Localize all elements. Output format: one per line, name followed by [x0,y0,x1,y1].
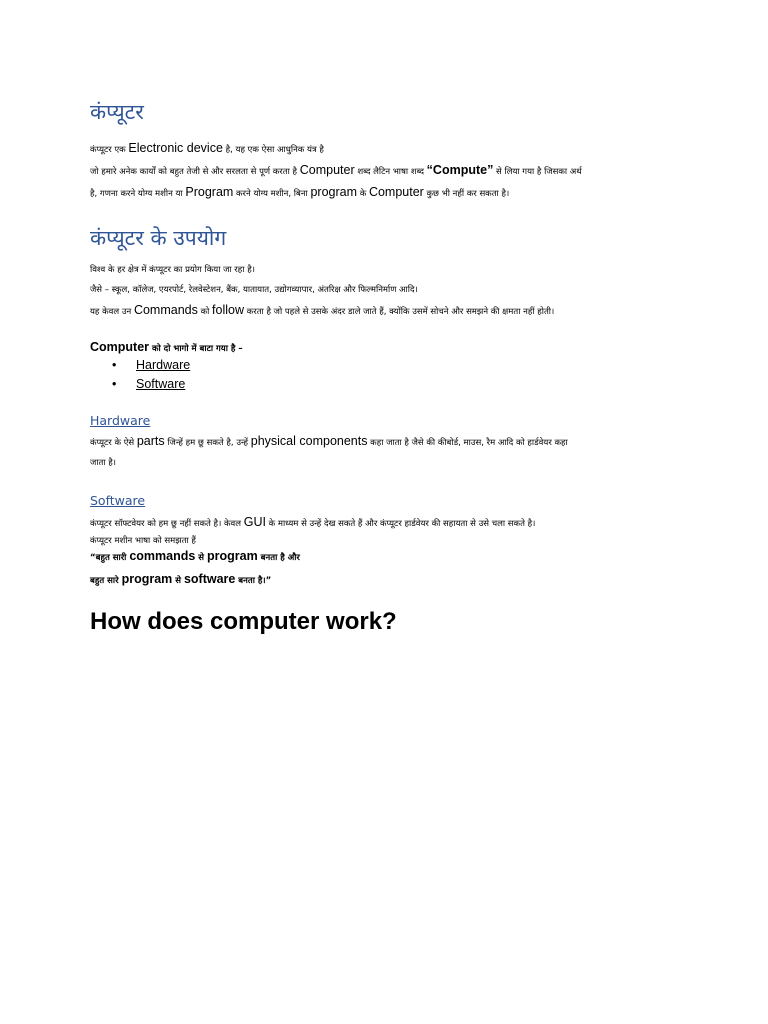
text-line: जाता है। [90,458,116,468]
text-line: कंप्यूटर के ऐसे parts जिन्हें हम छू सकते है, उन्हें physical components कहा जाता है जैसे की कीबोर्ड, माउस, रैम आदि को हार्डवेयर कहा [90,434,568,448]
list-item: • Hardware [90,356,190,375]
quote-line: बहुत सारे program से software बनता है।” [90,572,272,586]
text-line: जैसे – स्कूल, कॉलेज, एयरपोर्ट, रेलवेस्टेशन, बैंक, यातायात, उद्योगव्यापार, अंतरिक्ष और फिल्मनिर्माण आदि। [90,285,418,295]
text-line: जो हमारे अनेक कार्यों को बहुत तेजी से और सरलता से पूर्ण करता है Computer शब्द लैटिन भाषा शब्द “Compute” से लिया गया है जिसका अर्थ [90,163,582,177]
quote-line: “बहुत सारी commands से program बनता है और [90,549,300,563]
software-heading: Software [90,493,146,508]
list-item: • Software [90,375,190,394]
text-line: कंप्यूटर मशीन भाषा को समझता हैं [90,536,196,546]
text-line: विश्व के हर क्षेत्र में कंप्यूटर का प्रयोग किया जा रहा है। [90,265,255,275]
parts-list [90,356,190,394]
uses-paragraph [90,260,710,322]
bullet-icon: • [112,358,117,372]
text-line: है, गणना करने योग्य मशीन या Program करने योग्य मशीन, बिना program के Computer कुछ भी नहीं कर सकता है। [90,185,510,199]
text-line: कंप्यूटर सॉफ्टवेयर को हम छू नहीं सकते है। केवल GUI के माध्यम से उन्हें देख सकते हैं और कंप्यूटर हार्डवेयर की सहायता से उसे चला सकते है। [90,515,536,529]
quote-block [90,546,300,592]
hardware-paragraph [90,431,710,473]
hardware-heading: Hardware [90,413,151,428]
how-computer-works-heading: How does computer work? [90,608,397,635]
computer-intro-paragraph [90,138,710,204]
text-line: कंप्यूटर एक Electronic device है, यह एक ऐसा आधुनिक यंत्र है [90,141,324,155]
parts-intro: Computer को दो भागो में बाटा गया है – [90,340,243,354]
bullet-icon: • [112,377,117,391]
software-paragraph [90,512,710,548]
text-line: यह केवल उन Commands को follow करता है जो पहले से उसके अंदर डाले जाते हैं, क्योंकि उसमें सोचने और समझने की क्षमता नहीं होती। [90,303,555,317]
section-title-computer: कंप्यूटर [90,100,144,124]
section-title-uses: कंप्यूटर के उपयोग [90,226,227,250]
